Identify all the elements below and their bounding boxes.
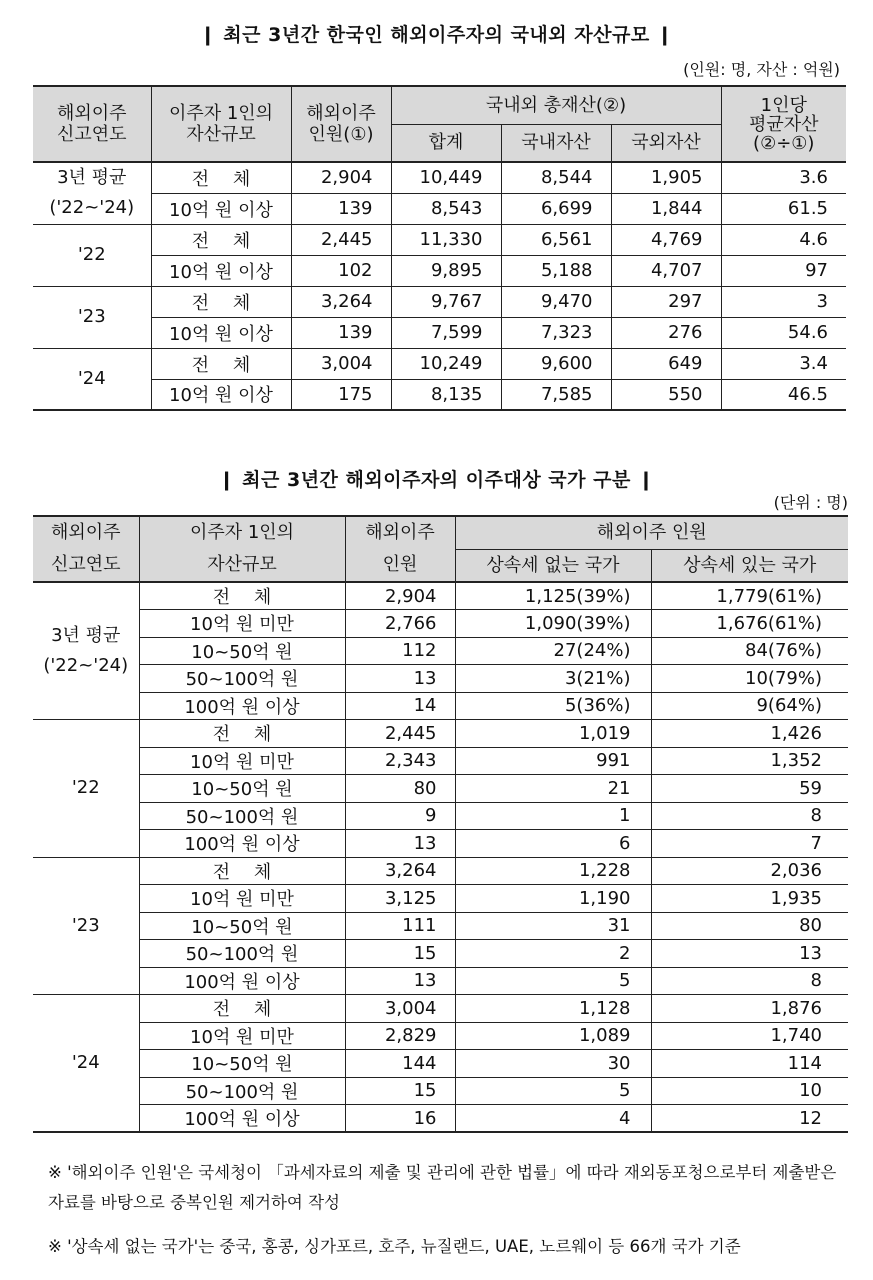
header-sum: 합계 (391, 124, 501, 162)
domestic-cell: 7,323 (501, 317, 611, 348)
avg-cell: 3 (721, 286, 846, 317)
sum-cell: 9,895 (391, 255, 501, 286)
asset-size-label: 100억 원 이상 (139, 967, 345, 995)
table-row (33, 720, 848, 748)
asset-size-label: 10억 원 미만 (139, 1022, 345, 1050)
table-row (33, 967, 848, 995)
no-tax-country-cell: 1,089 (455, 1022, 651, 1050)
table-row (33, 857, 848, 885)
header-migrants: 해외이주 인원 (455, 516, 848, 549)
table-row (33, 610, 848, 638)
header-people: 해외이주 인원 (345, 516, 455, 582)
asset-size-label: 전 체 (139, 857, 345, 885)
year-cell: '24 (33, 995, 139, 1133)
people-cell: 2,829 (345, 1022, 455, 1050)
tax-country-cell: 1,740 (651, 1022, 848, 1050)
no-tax-country-cell: 3(21%) (455, 665, 651, 693)
avg-cell: 97 (721, 255, 846, 286)
tax-country-cell: 2,036 (651, 857, 848, 885)
people-cell: 144 (345, 1050, 455, 1078)
header-no-inheritance-tax: 상속세 없는 국가 (455, 549, 651, 582)
table-row (33, 995, 848, 1023)
table-row (33, 692, 848, 720)
foreign-cell: 649 (611, 348, 721, 379)
table2-title: ❙ 최근 3년간 해외이주자의 이주대상 국가 구분 ❙ (218, 469, 655, 491)
header-people: 해외이주 인원(①) (291, 86, 391, 162)
asset-size-label: 10억 원 이상 (151, 255, 291, 286)
no-tax-country-cell: 27(24%) (455, 637, 651, 665)
asset-size-label: 10억 원 미만 (139, 885, 345, 913)
header-asset-size: 이주자 1인의 자산규모 (139, 516, 345, 582)
sum-cell: 10,249 (391, 348, 501, 379)
foreign-cell: 4,707 (611, 255, 721, 286)
table-row (33, 317, 846, 348)
header-year: 해외이주 신고연도 (33, 86, 151, 162)
tax-country-cell: 59 (651, 775, 848, 803)
sum-cell: 11,330 (391, 224, 501, 255)
people-cell: 139 (291, 317, 391, 348)
no-tax-country-cell: 1 (455, 802, 651, 830)
table-row (33, 1050, 848, 1078)
asset-size-label: 전 체 (151, 348, 291, 379)
people-cell: 13 (345, 665, 455, 693)
asset-size-label: 100억 원 이상 (139, 692, 345, 720)
header-inheritance-tax: 상속세 있는 국가 (651, 549, 848, 582)
year-cell: 3년 평균 ('22~'24) (33, 582, 139, 720)
table-row (33, 1022, 848, 1050)
no-tax-country-cell: 30 (455, 1050, 651, 1078)
no-tax-country-cell: 4 (455, 1105, 651, 1133)
domestic-cell: 5,188 (501, 255, 611, 286)
people-cell: 9 (345, 802, 455, 830)
people-cell: 2,766 (345, 610, 455, 638)
table-row (33, 162, 846, 193)
no-tax-country-cell: 6 (455, 830, 651, 858)
people-cell: 111 (345, 912, 455, 940)
asset-size-label: 전 체 (151, 224, 291, 255)
people-cell: 2,445 (345, 720, 455, 748)
no-tax-country-cell: 991 (455, 747, 651, 775)
foreign-cell: 297 (611, 286, 721, 317)
domestic-cell: 6,561 (501, 224, 611, 255)
table-row (33, 348, 846, 379)
tax-country-cell: 1,779(61%) (651, 582, 848, 610)
table-row (33, 775, 848, 803)
table-row (33, 1077, 848, 1105)
asset-size-label: 전 체 (151, 162, 291, 193)
no-tax-country-cell: 31 (455, 912, 651, 940)
no-tax-country-cell: 1,090(39%) (455, 610, 651, 638)
table2-unit: (단위 : 명) (773, 493, 848, 512)
people-cell: 16 (345, 1105, 455, 1133)
avg-cell: 61.5 (721, 193, 846, 224)
no-tax-country-cell: 2 (455, 940, 651, 968)
table-row (33, 286, 846, 317)
header-asset-size: 이주자 1인의 자산규모 (151, 86, 291, 162)
sum-cell: 8,135 (391, 379, 501, 410)
year-cell: 3년 평균 ('22~'24) (33, 162, 151, 224)
asset-size-label: 10억 원 이상 (151, 317, 291, 348)
year-cell: '24 (33, 348, 151, 410)
tax-country-cell: 7 (651, 830, 848, 858)
people-cell: 3,264 (345, 857, 455, 885)
no-tax-country-cell: 5 (455, 1077, 651, 1105)
domestic-cell: 9,600 (501, 348, 611, 379)
domestic-cell: 6,699 (501, 193, 611, 224)
foreign-cell: 4,769 (611, 224, 721, 255)
table-row (33, 255, 846, 286)
foreign-cell: 1,905 (611, 162, 721, 193)
avg-cell: 46.5 (721, 379, 846, 410)
sum-cell: 9,767 (391, 286, 501, 317)
avg-cell: 3.6 (721, 162, 846, 193)
tax-country-cell: 13 (651, 940, 848, 968)
people-cell: 15 (345, 940, 455, 968)
people-cell: 2,445 (291, 224, 391, 255)
no-tax-country-cell: 1,190 (455, 885, 651, 913)
people-cell: 80 (345, 775, 455, 803)
asset-size-label: 10~50억 원 (139, 637, 345, 665)
domestic-cell: 8,544 (501, 162, 611, 193)
header-avg-assets: 1인당 평균자산 (②÷①) (721, 86, 846, 162)
people-cell: 3,004 (291, 348, 391, 379)
asset-size-label: 100억 원 이상 (139, 1105, 345, 1133)
table-row (33, 802, 848, 830)
domestic-cell: 7,585 (501, 379, 611, 410)
asset-size-label: 10억 원 이상 (151, 193, 291, 224)
asset-size-label: 전 체 (151, 286, 291, 317)
table-row (33, 940, 848, 968)
asset-size-label: 10~50억 원 (139, 775, 345, 803)
tax-country-cell: 1,352 (651, 747, 848, 775)
table-row (33, 665, 848, 693)
table1-title: ❙ 최근 3년간 한국인 해외이주자의 국내외 자산규모 ❙ (199, 24, 674, 46)
domestic-cell: 9,470 (501, 286, 611, 317)
year-cell: '22 (33, 224, 151, 286)
no-tax-country-cell: 1,019 (455, 720, 651, 748)
people-cell: 175 (291, 379, 391, 410)
sum-cell: 8,543 (391, 193, 501, 224)
tax-country-cell: 1,935 (651, 885, 848, 913)
asset-size-label: 10억 원 이상 (151, 379, 291, 410)
asset-size-label: 50~100억 원 (139, 665, 345, 693)
no-tax-country-cell: 1,125(39%) (455, 582, 651, 610)
table-row (33, 912, 848, 940)
table-row (33, 1105, 848, 1133)
table-row (33, 637, 848, 665)
people-cell: 3,125 (345, 885, 455, 913)
sum-cell: 10,449 (391, 162, 501, 193)
table1-unit: (인원: 명, 자산 : 억원) (683, 60, 840, 79)
destination-table (33, 515, 848, 1133)
people-cell: 102 (291, 255, 391, 286)
foreign-cell: 550 (611, 379, 721, 410)
people-cell: 112 (345, 637, 455, 665)
table-row (33, 224, 846, 255)
tax-country-cell: 80 (651, 912, 848, 940)
year-cell: '23 (33, 857, 139, 995)
tax-country-cell: 8 (651, 967, 848, 995)
table-row (33, 830, 848, 858)
year-cell: '23 (33, 286, 151, 348)
sum-cell: 7,599 (391, 317, 501, 348)
tax-country-cell: 12 (651, 1105, 848, 1133)
asset-size-label: 전 체 (139, 720, 345, 748)
table-row (33, 885, 848, 913)
asset-table (33, 85, 846, 411)
asset-size-label: 전 체 (139, 995, 345, 1023)
people-cell: 2,343 (345, 747, 455, 775)
people-cell: 13 (345, 830, 455, 858)
tax-country-cell: 1,876 (651, 995, 848, 1023)
tax-country-cell: 10(79%) (651, 665, 848, 693)
no-tax-country-cell: 21 (455, 775, 651, 803)
table-row (33, 379, 846, 410)
asset-size-label: 10억 원 미만 (139, 610, 345, 638)
no-tax-country-cell: 1,228 (455, 857, 651, 885)
people-cell: 3,004 (345, 995, 455, 1023)
asset-size-label: 50~100억 원 (139, 1077, 345, 1105)
asset-size-label: 10억 원 미만 (139, 747, 345, 775)
people-cell: 15 (345, 1077, 455, 1105)
asset-size-label: 전 체 (139, 582, 345, 610)
tax-country-cell: 114 (651, 1050, 848, 1078)
table-row (33, 193, 846, 224)
year-cell: '22 (33, 720, 139, 858)
asset-size-label: 10~50억 원 (139, 912, 345, 940)
no-tax-country-cell: 5 (455, 967, 651, 995)
people-cell: 139 (291, 193, 391, 224)
header-foreign: 국외자산 (611, 124, 721, 162)
foreign-cell: 1,844 (611, 193, 721, 224)
no-tax-country-cell: 5(36%) (455, 692, 651, 720)
tax-country-cell: 9(64%) (651, 692, 848, 720)
header-total-assets: 국내외 총재산(②) (391, 86, 721, 124)
people-cell: 2,904 (345, 582, 455, 610)
asset-size-label: 100억 원 이상 (139, 830, 345, 858)
table-row (33, 582, 848, 610)
table-row (33, 747, 848, 775)
avg-cell: 3.4 (721, 348, 846, 379)
tax-country-cell: 84(76%) (651, 637, 848, 665)
header-year: 해외이주 신고연도 (33, 516, 139, 582)
asset-size-label: 50~100억 원 (139, 802, 345, 830)
asset-size-label: 10~50억 원 (139, 1050, 345, 1078)
no-tax-country-cell: 1,128 (455, 995, 651, 1023)
note-2: ※ '상속세 없는 국가'는 중국, 홍콩, 싱가포르, 호주, 뉴질랜드, UAE, 노르웨이 등 66개 국가 기준 (48, 1237, 741, 1256)
people-cell: 13 (345, 967, 455, 995)
tax-country-cell: 8 (651, 802, 848, 830)
note-1: ※ '해외이주 인원'은 국세청이 「과세자료의 제출 및 관리에 관한 법률」에 따라 재외동포청으로부터 제출받은 자료를 바탕으로 중복인원 제거하여 작성 (48, 1163, 837, 1212)
tax-country-cell: 1,676(61%) (651, 610, 848, 638)
people-cell: 3,264 (291, 286, 391, 317)
avg-cell: 4.6 (721, 224, 846, 255)
people-cell: 14 (345, 692, 455, 720)
asset-size-label: 50~100억 원 (139, 940, 345, 968)
tax-country-cell: 10 (651, 1077, 848, 1105)
tax-country-cell: 1,426 (651, 720, 848, 748)
header-domestic: 국내자산 (501, 124, 611, 162)
avg-cell: 54.6 (721, 317, 846, 348)
foreign-cell: 276 (611, 317, 721, 348)
people-cell: 2,904 (291, 162, 391, 193)
